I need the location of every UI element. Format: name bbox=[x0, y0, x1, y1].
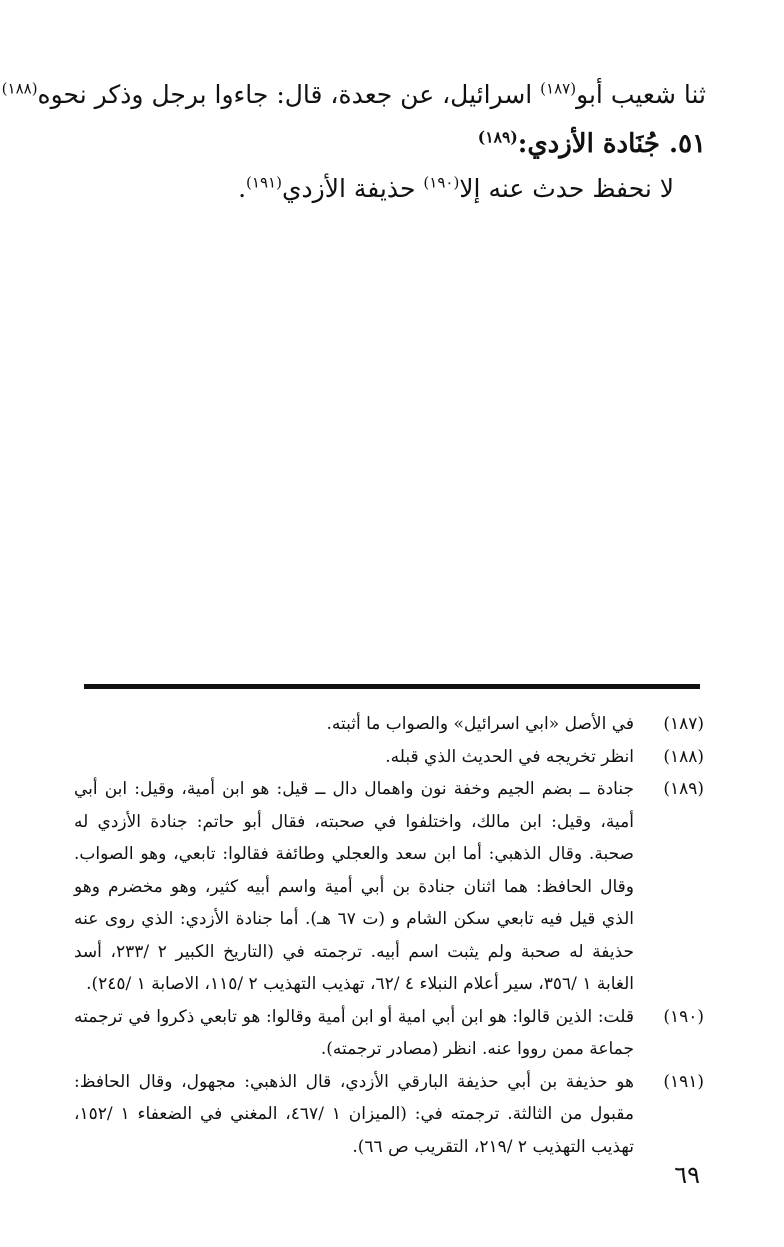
footnote-number: (١٨٩) bbox=[663, 779, 704, 799]
footnote-text: قلت: الذين قالوا: هو ابن أبي امية أو ابن أمية وقالوا: هو تابعي ذكروا في ترجمته جماعة ممن رووا عنه. انظر (مصادر ترجمته). bbox=[74, 1006, 634, 1059]
footnote-text: في الأصل «ابي اسرائيل» والصواب ما أثبته. bbox=[326, 714, 634, 734]
text-segment: . bbox=[238, 174, 247, 203]
footnote-number: (١٩١) bbox=[663, 1071, 704, 1092]
footnote-number: (١٨٧) bbox=[663, 714, 704, 734]
text-line-1 bbox=[2, 78, 706, 112]
footnote-text: هو حذيفة بن أبي حذيفة البارقي الأزدي، قال الذهبي: مجهول، وقال الحافظ: مقبول من الثالثة. ترجمته في: (الميزان ١ /٤٦٧، المغني في الضعفاء ١ /١٥٢، تهذيب التهذيب ٢ /٢١٩، التقريب ص ٦٦). bbox=[74, 1071, 635, 1157]
text-segment: لا نحفظ حدث عنه إلا bbox=[459, 174, 674, 203]
entry-name: جُنَادة الأزدي: bbox=[517, 129, 669, 159]
footnote-ref-191[interactable]: (١٩١) bbox=[246, 173, 282, 192]
text-segment: اسرائيل، عن جعدة، قال: جاءوا برجل وذكر نحوه bbox=[37, 80, 541, 109]
text-segment: ثنا شعيب أبو bbox=[576, 80, 706, 109]
footnote-ref-187[interactable]: (١٨٧) bbox=[540, 79, 577, 98]
footnote-number: (١٩٠) bbox=[663, 1006, 704, 1027]
footnote-189 bbox=[74, 773, 704, 1001]
footnote-text: انظر تخريجه في الحديث الذي قبله. bbox=[385, 746, 634, 767]
footnotes bbox=[74, 708, 704, 1163]
entry-heading bbox=[478, 127, 706, 161]
footnote-ref-190[interactable]: (١٩٠) bbox=[423, 173, 460, 192]
footnote-ref-188[interactable]: (١٨٨) bbox=[1, 79, 38, 98]
footnote-number: (١٨٨) bbox=[663, 746, 704, 767]
footnote-190 bbox=[74, 1001, 704, 1066]
text-segment: حذيفة الأزدي bbox=[281, 174, 424, 203]
footnote-divider bbox=[84, 684, 700, 689]
footnote-ref-189[interactable]: (١٨٩) bbox=[477, 127, 518, 147]
page-number: ٦٩ bbox=[674, 1161, 700, 1189]
footnote-191 bbox=[74, 1066, 704, 1164]
footnote-text: جنادة ــ بضم الجيم وخفة نون واهمال دال ــ قيل: هو ابن أمية، وقيل: ابن أبي أمية، وقيل: ابن مالك، واختلفوا في صحبته، فقال أبو حاتم: جنادة الأزدي له صحبة. وقال الذهبي: أما ابن سعد والعجلي وطائفة فقالوا: تابعي، وهو الصواب. وقال الحافظ: هما اثنان جنادة بن أبي أمية واسم أبيه كثير، وهو مخضرم وهو الذي قيل فيه تابعي سكن الشام و (ت ٦٧ هـ). أما جنادة الأزدي: الذي روى عنه حذيفة له صحبة ولم يثبت اسم أبيه. ترجمته في (التاريخ الكبير ٢ /٢٣٣، أسد الغابة ١ /٣٥٦، سير أعلام النبلاء ٤ /٦٢، تهذيب التهذيب ٢ /١١٥، الاصابة ١ /٢٤٥). bbox=[74, 779, 635, 994]
entry-number: ٥١. bbox=[669, 129, 706, 159]
footnote-187 bbox=[74, 708, 704, 741]
footnote-188 bbox=[74, 741, 704, 774]
text-line-3 bbox=[238, 172, 674, 206]
